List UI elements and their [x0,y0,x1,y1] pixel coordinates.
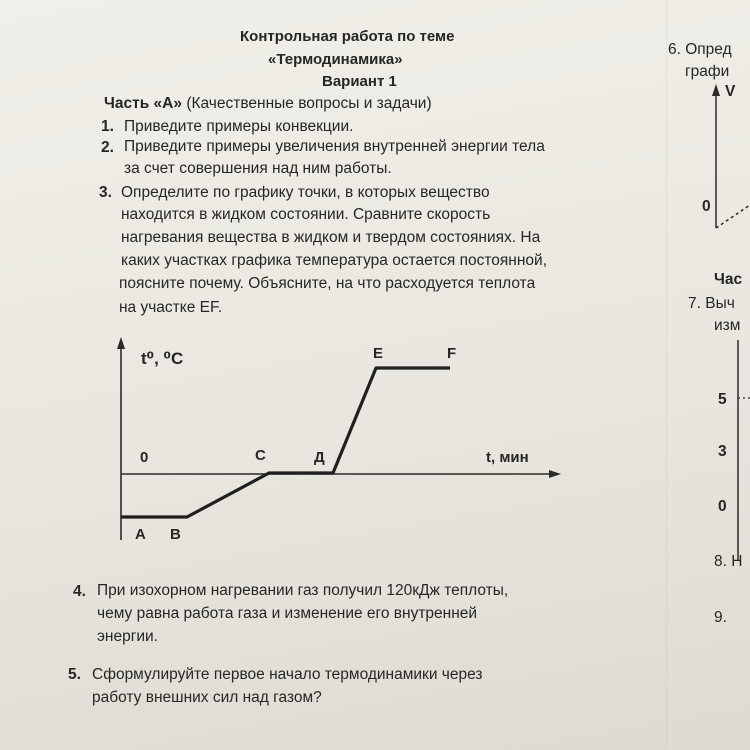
right-q8: 8. Н [714,553,743,570]
graph-point-b: B [170,526,181,543]
question-2-line-2: за счет совершения над ним работы. [124,160,392,177]
question-1-line-1: Приведите примеры конвекции. [124,118,354,135]
graph-point-f: F [447,345,457,362]
graph-point-d: Д [314,449,325,466]
graph-zero-label: 0 [140,449,149,466]
column-divider [666,0,667,750]
right-graph-fragment [668,0,750,750]
right-q7: 7. Выч [688,295,735,312]
graph-y-axis-label: t⁰, ⁰C [141,349,184,368]
part-a-subtitle: (Качественные вопросы и задачи) [186,95,432,112]
header-line-1: Контрольная работа по теме [240,28,455,45]
question-4-line-2: чему равна работа газа и изменение его внутренней [97,605,478,622]
graph-curve [121,368,450,517]
part-a-title: Часть «А» [104,95,182,112]
right-part-heading: Час [714,271,743,288]
question-2-number: 2. [101,139,114,156]
question-2-line-1: Приведите примеры увеличения внутренней энергии тела [124,138,545,155]
graph-point-a: A [135,526,146,543]
right-graph-v-label: V [725,83,736,100]
question-4-number: 4. [73,583,86,600]
question-3-line-3: нагревания вещества в жидком и твердом состояниях. На [121,229,541,246]
question-3-line-2: находится в жидком состоянии. Сравните скорость [121,206,491,223]
question-3-line-4: каких участках графика температура остается постоянной, [121,252,548,269]
question-5-line-2: работу внешних сил над газом? [92,689,322,706]
right-q9: 9. [714,609,727,626]
question-3-line-5: поясните почему. Объясните, на что расходуется теплота [119,275,536,292]
graph-x-axis-label: t, мин [486,449,529,466]
right-q6-line-2: графи [685,63,730,80]
question-3-line-6: на участке EF. [119,299,223,316]
right-column [668,0,750,750]
right-tick-5: 5 [718,391,727,408]
question-5-number: 5. [68,666,81,683]
question-3-line-1: Определите по графику точки, в которых вещество [121,184,490,201]
right-q6: 6. Опред [668,41,732,58]
question-4-line-3: энергии. [97,628,158,645]
question-1-number: 1. [101,118,114,135]
graph-x-axis-arrow [549,470,561,478]
header-line-3: Вариант 1 [322,73,397,90]
right-tick-0: 0 [718,498,727,515]
question-4-line-1: При изохорном нагревании газ получил 120кДж теплоты, [97,582,509,599]
graph-y-axis-arrow [117,337,125,349]
header-line-2: «Термодинамика» [268,51,403,68]
question-5-line-1: Сформулируйте первое начало термодинамики через [92,666,483,683]
right-q7-line-2: изм [714,317,741,334]
right-tick-3: 3 [718,443,727,460]
graph-point-e: E [373,345,384,362]
right-graph-zero: 0 [702,198,711,215]
question-3-number: 3. [99,184,112,201]
graph-point-c: C [255,447,266,464]
